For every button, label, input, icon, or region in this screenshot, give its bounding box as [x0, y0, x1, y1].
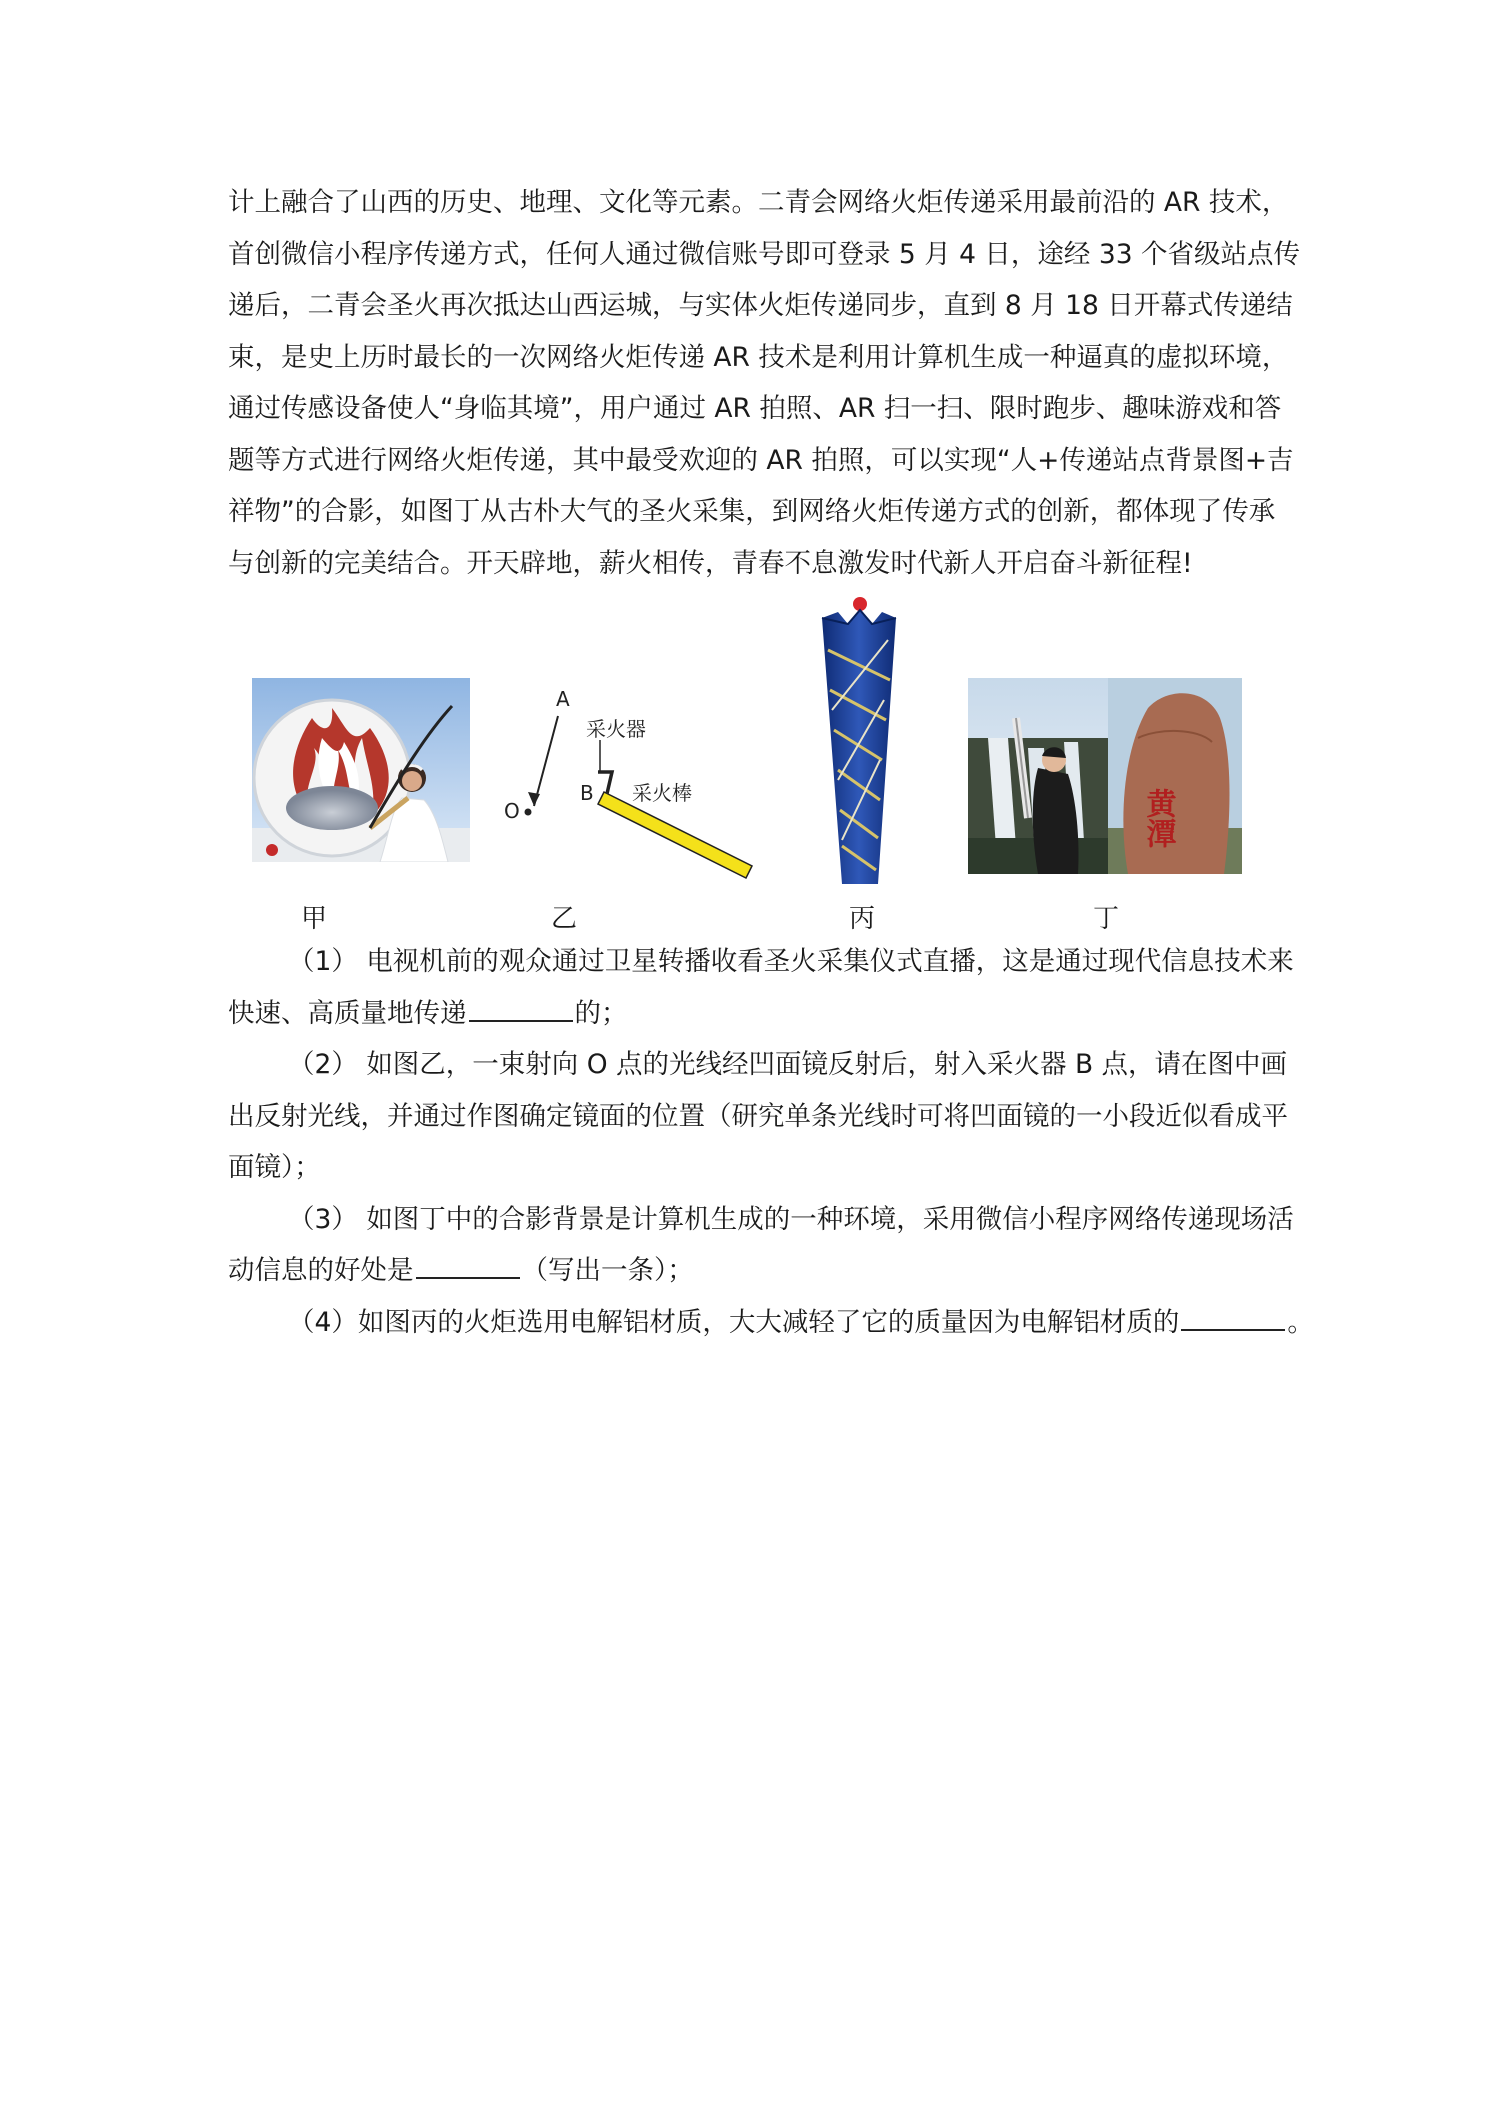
intro-line: 计上融合了山西的历史、地理、文化等元素。二青会网络火炬传递采用最前沿的 AR 技术，: [228, 187, 1289, 218]
answer-blank-1[interactable]: [469, 998, 573, 1022]
question-4-number: （4）: [288, 1306, 358, 1338]
question-1-text: 电视机前的观众通过卫星转播收看圣火采集仪式直播，这是通过现代信息技术来: [366, 946, 1294, 977]
question-2: [228, 1039, 1288, 1091]
label-o: O: [504, 799, 520, 823]
question-2-line2: 出反射光线，并通过作图确定镜面的位置（研究单条光线时可将凹面镜的一小段近似看成平: [228, 1100, 1288, 1132]
figure-ding-photo: [968, 678, 1242, 878]
figure-yi-diagram: [490, 676, 770, 890]
label-a: A: [556, 687, 570, 711]
question-3-number: （3）: [288, 1203, 358, 1235]
question-3-text-post: （写出一条）；: [521, 1255, 694, 1286]
question-3-text: 如图丁中的合影背景是计算机生成的一种环境，采用微信小程序网络传递现场活: [366, 1203, 1294, 1235]
intro-line: 祥物”的合影，如图丁从古朴大气的圣火采集，到网络火炬传递方式的创新，都体现了传承: [228, 496, 1276, 527]
question-4-text-pre: 如图丙的火炬选用电解铝材质，大大减轻了它的质量因为电解铝材质的: [357, 1306, 1180, 1338]
label-collector: 采火器: [586, 717, 646, 741]
figure-bing-torch: [818, 590, 900, 894]
question-4-text-post: 。: [1287, 1306, 1314, 1338]
question-2-text: 如图乙，一束射向 O 点的光线经凹面镜反射后，射入采火器 B 点，请在图中画: [366, 1049, 1288, 1080]
question-3-line2: [228, 1245, 1268, 1297]
question-3: [228, 1194, 1294, 1246]
rock-text: 黄潭: [1140, 788, 1176, 848]
question-1: [228, 936, 1294, 988]
answer-blank-3[interactable]: [416, 1255, 520, 1279]
intro-line: 束，是史上历时最长的一次网络火炬传递 AR 技术是利用计算机生成一种逼真的虚拟环境，: [228, 341, 1289, 373]
question-1-text-post: 的；: [574, 997, 628, 1029]
intro-line: 递后，二青会圣火再次抵达山西运城，与实体火炬传递同步，直到 8 月 18 日开幕式传递结: [228, 290, 1293, 321]
question-3-text-pre: 动信息的好处是: [228, 1255, 414, 1286]
label-rod: 采火棒: [632, 781, 692, 805]
figure-yi-caption: 乙: [550, 904, 577, 934]
question-4: [228, 1297, 1314, 1349]
question-1-number: （1）: [288, 946, 358, 977]
intro-paragraph: [228, 177, 1300, 589]
questions-block: [228, 936, 1314, 1348]
intro-line: 通过传感设备使人“身临其境”，用户通过 AR 拍照、AR 扫一扫、限时跑步、趣味游戏和答: [228, 393, 1282, 424]
question-2-number: （2）: [288, 1049, 358, 1080]
figure-jia-caption: 甲: [300, 904, 327, 934]
intro-line: 题等方式进行网络火炬传递，其中最受欢迎的 AR 拍照，可以实现“人+传递站点背景图+吉: [228, 444, 1294, 476]
question-1-text-pre: 快速、高质量地传递: [228, 997, 467, 1029]
intro-line: 首创微信小程序传递方式，任何人通过微信账号即可登录 5 月 4 日，途经 33 个省级站点传: [228, 238, 1300, 270]
question-1-line2: [228, 988, 1268, 1040]
figure-bing-caption: 丙: [848, 904, 875, 934]
answer-blank-4[interactable]: [1181, 1307, 1285, 1331]
figure-jia-photo: [252, 678, 470, 866]
figure-ding-caption: 丁: [1092, 904, 1119, 934]
label-b: B: [580, 781, 594, 805]
question-2-line3: 面镜）；: [228, 1152, 321, 1183]
intro-line: 与创新的完美结合。开天辟地，薪火相传，青春不息激发时代新人开启奋斗新征程!: [228, 547, 1193, 579]
